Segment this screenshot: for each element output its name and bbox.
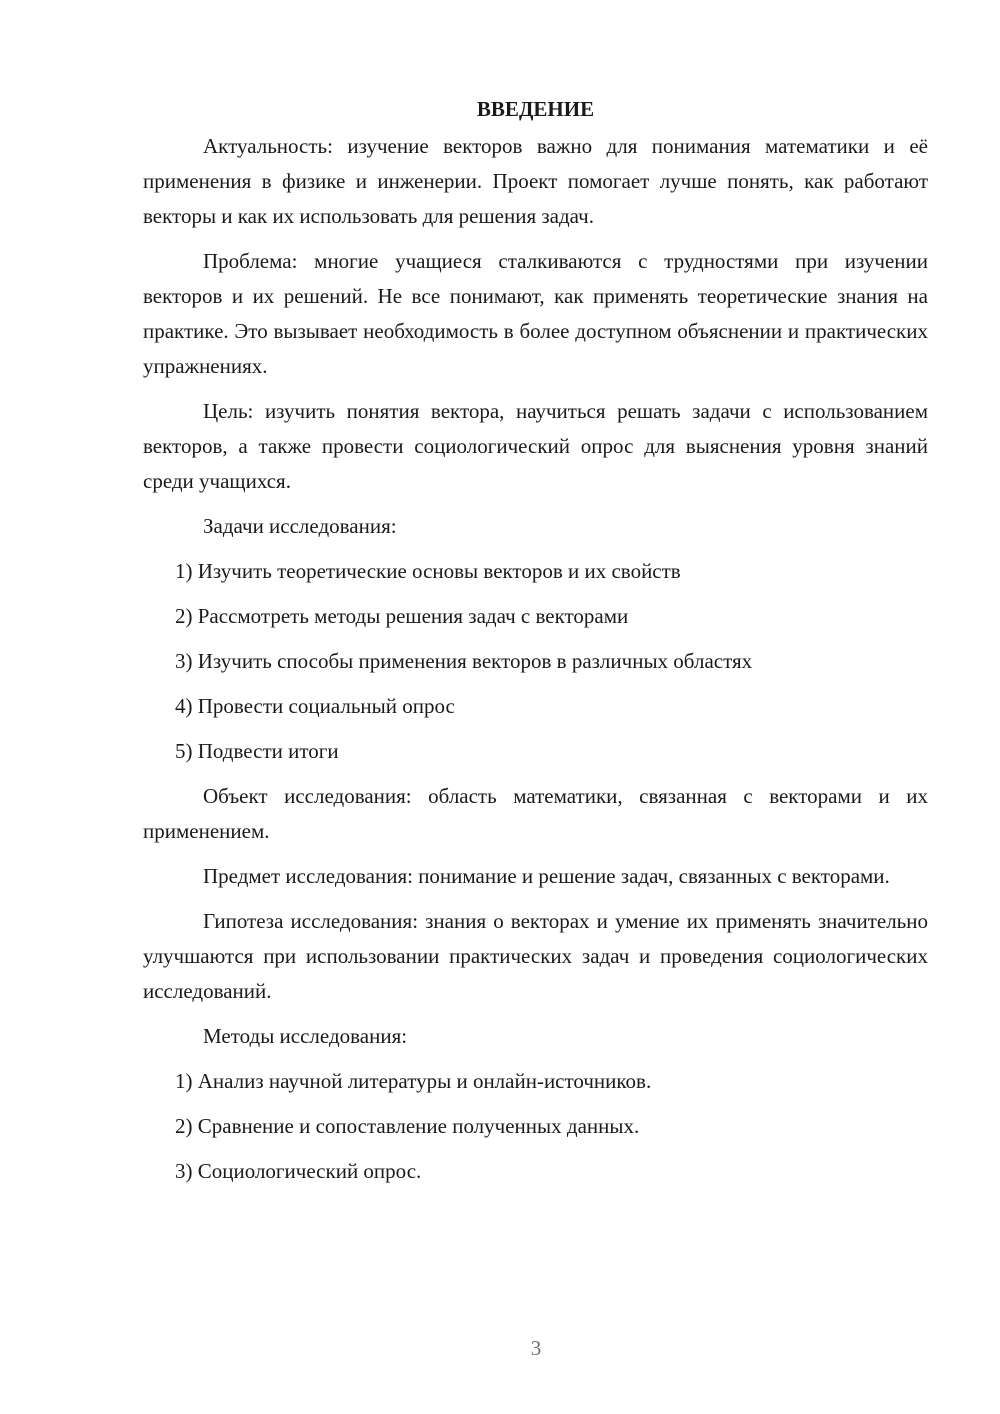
- list-item: 1) Анализ научной литературы и онлайн-источников.: [175, 1069, 652, 1093]
- list-item: 3) Изучить способы применения векторов в различных областях: [175, 649, 753, 673]
- paragraph-object: Объект исследования: область математики, связанная с векторами и их применением.: [143, 784, 928, 843]
- paragraph-relevance: Актуальность: изучение векторов важно для понимания математики и её применения в физике и инженерии. Проект помогает лучше понять, как работают векторы и как их использовать для решения задач.: [143, 134, 928, 228]
- list-item: 2) Рассмотреть методы решения задач с векторами: [175, 604, 629, 628]
- list-item: 1) Изучить теоретические основы векторов и их свойств: [175, 559, 681, 583]
- methods-list: [143, 1064, 928, 1189]
- tasks-list: [143, 554, 928, 769]
- paragraph-subject: Предмет исследования: понимание и решение задач, связанных с векторами.: [203, 864, 890, 888]
- list-item: 2) Сравнение и сопоставление полученных данных.: [175, 1114, 640, 1138]
- list-item: 3) Социологический опрос.: [175, 1159, 422, 1183]
- list-item: 4) Провести социальный опрос: [175, 694, 455, 718]
- paragraph-problem: Проблема: многие учащиеся сталкиваются с трудностями при изучении векторов и их решений. Не все понимают, как применять теоретические знания на практике. Это вызывает необходимость в более доступном объяснении и практических упражнениях.: [143, 249, 928, 378]
- paragraph-hypothesis: Гипотеза исследования: знания о векторах и умение их применять значительно улучшаются при использовании практических задач и проведения социологических исследований.: [143, 909, 928, 1003]
- paragraph-goal: Цель: изучить понятия вектора, научиться решать задачи с использованием векторов, а также провести социологический опрос для выяснения уровня знаний среди учащихся.: [143, 399, 928, 493]
- page-content: [143, 92, 928, 1199]
- methods-label: Методы исследования:: [203, 1024, 408, 1048]
- section-heading: ВВЕДЕНИЕ: [476, 97, 595, 121]
- page-number: 3: [530, 1336, 542, 1360]
- list-item: 5) Подвести итоги: [175, 739, 339, 763]
- tasks-label: Задачи исследования:: [203, 514, 397, 538]
